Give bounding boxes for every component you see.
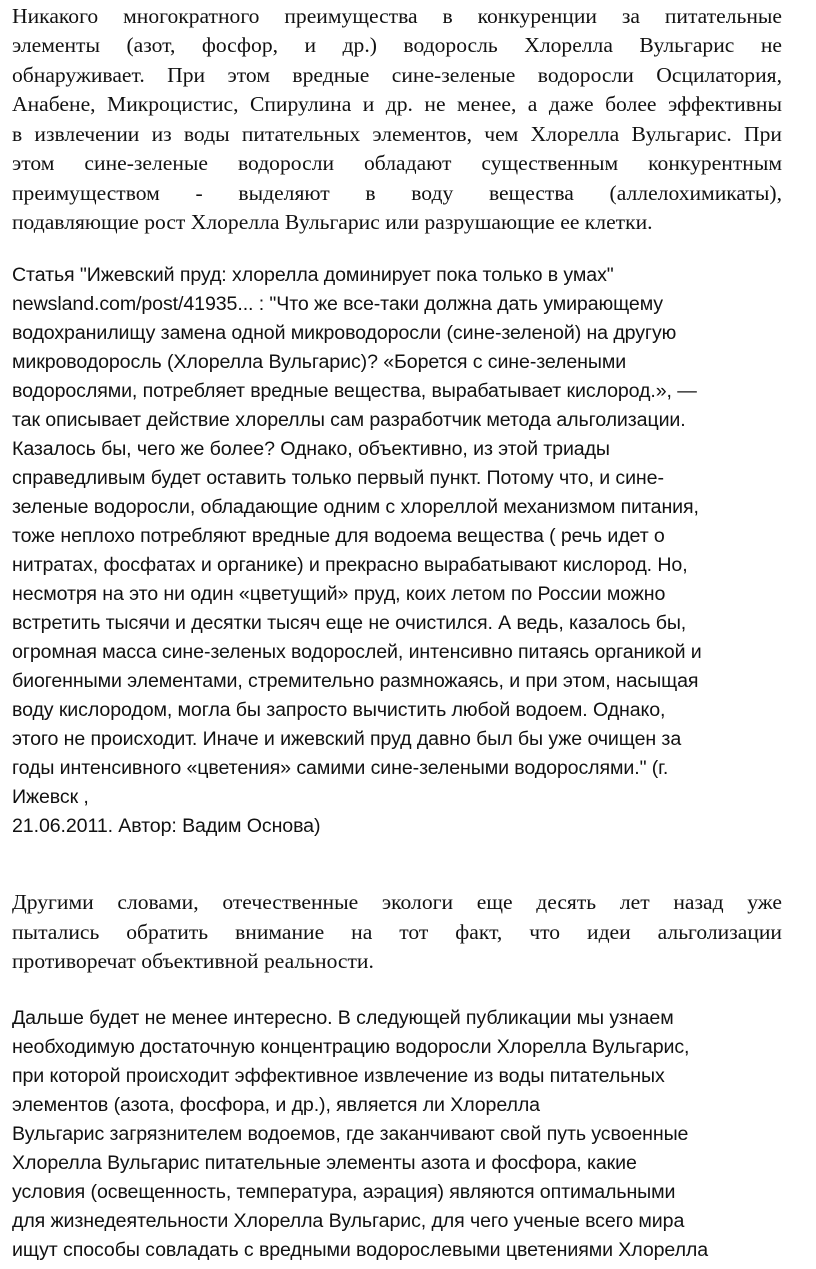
paragraph-line: элементов (азота, фосфора, и др.), является ли Хлорелла <box>12 1094 540 1116</box>
quote-line: огромная масса сине-зеленых водорослей, интенсивно питаясь органикой и <box>12 641 702 663</box>
quote-line: микроводоросль (Хлорелла Вульгарис)? «Борется с сине-зелеными <box>12 351 627 373</box>
quote-line: этого не происходит. Иначе и ижевский пруд давно был бы уже очищен за <box>12 728 682 750</box>
paragraph-line: Другими словами, отечественные экологи еще десять лет назад уже <box>12 890 782 914</box>
quote-line: так описывает действие хлореллы сам разработчик метода альголизации. <box>12 409 686 431</box>
paragraph-line: Дальше будет не менее интересно. В следующей публикации мы узнаем <box>12 1007 674 1029</box>
quote-line: Статья "Ижевский пруд: хлорелла доминирует пока только в умах" <box>12 264 614 286</box>
paragraph-line: ищут способы совладать с вредными водорослевыми цветениями Хлорелла <box>12 1239 709 1261</box>
quote-line: справедливым будет оставить только первый пункт. Потому что, и сине- <box>12 467 664 489</box>
paragraph-line: при которой происходит эффективное извлечение из воды питательных <box>12 1065 665 1087</box>
paragraph-line: пытались обратить внимание на тот факт, что идеи альголизации <box>12 920 782 944</box>
quote-line: годы интенсивного «цветения» самими сине-зелеными водорослями." (г. <box>12 757 669 779</box>
paragraph-line: необходимую достаточную концентрацию водоросли Хлорелла Вульгарис, <box>12 1036 690 1058</box>
paragraph-line: Анабене, Микроцистис, Спирулина и др. не менее, а даже более эффективны <box>12 92 782 116</box>
paragraph-line: этом сине-зеленые водоросли обладают существенным конкурентным <box>12 151 782 175</box>
quote-line: биогенными элементами, стремительно размножаясь, и при этом, насыщая <box>12 670 699 692</box>
paragraph-line: подавляющие рост Хлорелла Вульгарис или разрушающие ее клетки. <box>12 210 653 234</box>
quote-line: нитратах, фосфатах и органике) и прекрасно вырабатывают кислород. Но, <box>12 554 688 576</box>
quote-line: Казалось бы, чего же более? Однако, объективно, из этой триады <box>12 438 610 460</box>
paragraph-line: элементы (азот, фосфор, и др.) водоросль Хлорелла Вульгарис не <box>12 33 782 57</box>
quote-line: зеленые водоросли, обладающие одним с хлореллой механизмом питания, <box>12 496 699 518</box>
paragraph-line: противоречат объективной реальности. <box>12 949 374 973</box>
paragraph-line: обнаруживает. При этом вредные сине-зеленые водоросли Осцилатория, <box>12 63 782 87</box>
paragraph-line: преимуществом - выделяют в воду вещества (аллелохимикаты), <box>12 181 782 205</box>
quote-line: водорослями, потребляет вредные вещества, вырабатывает кислород.», — <box>12 380 697 402</box>
paragraph-line: Никакого многократного преимущества в конкуренции за питательные <box>12 4 782 28</box>
paragraph-line: для жизнедеятельности Хлорелла Вульгарис, для чего ученые всего мира <box>12 1210 685 1232</box>
quote-line: 21.06.2011. Автор: Вадим Основа) <box>12 815 321 837</box>
paragraph-line: условия (освещенность, температура, аэрация) являются оптимальными <box>12 1181 676 1203</box>
quote-line: водохранилищу замена одной микроводоросли (сине-зеленой) на другую <box>12 322 677 344</box>
quote-line: newsland.com/post/41935... : "Что же все-таки должна дать умирающему <box>12 293 663 315</box>
paragraph-line: Хлорелла Вульгарис питательные элементы азота и фосфора, какие <box>12 1152 637 1174</box>
quote-line: тоже неплохо потребляют вредные для водоема вещества ( речь идет о <box>12 525 665 547</box>
quote-line: воду кислородом, могла бы запросто вычистить любой водоем. Однако, <box>12 699 666 721</box>
paragraph-line: в извлечении из воды питательных элементов, чем Хлорелла Вульгарис. При <box>12 122 782 146</box>
paragraph-line: Вульгарис загрязнителем водоемов, где заканчивают свой путь усвоенные <box>12 1123 689 1145</box>
quote-line: Ижевск , <box>12 786 89 808</box>
quote-line: несмотря на это ни один «цветущий» пруд, коих летом по России можно <box>12 583 666 605</box>
quote-line: встретить тысячи и десятки тысяч еще не очистился. А ведь, казалось бы, <box>12 612 687 634</box>
